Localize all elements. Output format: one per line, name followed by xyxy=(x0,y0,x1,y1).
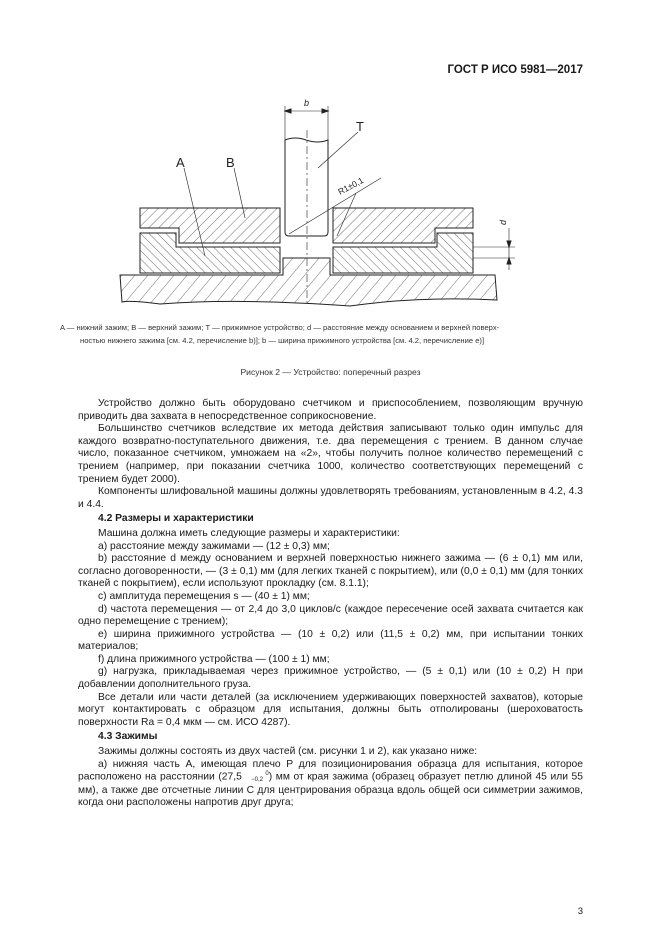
cross-section-figure xyxy=(0,0,661,320)
list-item: d) частота перемещения — от 2,4 до 3,0 циклов/с (каждое пересечение осей захвата считается как одно перемещение с трением); xyxy=(78,603,583,628)
section-heading: 4.2 Размеры и характеристики xyxy=(98,513,254,525)
list-item xyxy=(78,759,583,810)
paragraph: Все детали или части деталей (за исключением удерживающих поверхностей захватов), которые могут контактировать с образцом для испытания, должны быть отполированы (шероховатость поверхности Ra = 0,4 мкм — см. ИСО 4287). xyxy=(78,691,583,728)
label-d: d xyxy=(498,219,508,225)
figure-legend xyxy=(60,321,600,347)
section-heading: 4.3 Зажимы xyxy=(98,731,158,743)
tolerance-lower: −0,2 xyxy=(251,777,263,784)
label-B: B xyxy=(226,155,235,170)
list-item: c) амплитуда перемещения s — (40 ± 1) мм; xyxy=(98,590,310,602)
paragraph: Устройство должно быть оборудовано счетчиком и приспособлением, позволяющим вручную приводить два захвата в непосредственное соприкосновение. xyxy=(78,398,583,422)
item-text: ) мм от края зажима (образец образует петлю длиной 45 или 55 мм), а также две отсчетные линии C для центрирования образца вдоль общей оси симметрии зажимов, когда они расположены напротив друг друга; xyxy=(78,771,583,809)
document-id: ГОСТ Р ИСО 5981—2017 xyxy=(447,64,583,76)
paragraph: Зажимы должны состоять из двух частей (см. рисунки 1 и 2), как указано ниже: xyxy=(98,746,478,758)
paragraph: Машина должна иметь следующие размеры и характеристики: xyxy=(98,527,400,539)
paragraph: Большинство счетчиков вследствие их метода действия записывают только один импульс для каждого возвратно-поступательного движения, т.е. два перемещения с трением. В данном случае число, показанное счетчиком, умножаем на «2», чтобы получить полное количество перемещений с трением (например, при показании счетчика 1000, количество соответствующих перемещений с трением будет 2000). xyxy=(78,423,583,485)
list-item: g) нагрузка, прикладываемая через прижимное устройство, — (5 ± 0,1) или (10 ± 0,2) Н при добавлении дополнительного груза. xyxy=(78,666,583,691)
page-number: 3 xyxy=(577,906,583,917)
list-item: a) расстояние между зажимами — (12 ± 0,3) мм; xyxy=(98,540,330,552)
list-item: e) ширина прижимного устройства — (10 ± 0,2) или (11,5 ± 0,2) мм, при испытании тонких материалов; xyxy=(78,628,583,653)
label-b: b xyxy=(304,98,310,108)
item-text: a) нижняя часть A, имеющая плечо P для позиционирования образца для испытания, которое расположено на расстоянии (27,5 xyxy=(78,758,583,783)
label-T: T xyxy=(356,119,364,134)
figure-title: Рисунок 2 — Устройство: поперечный разрез xyxy=(240,367,421,377)
legend-line: ностью нижнего зажима [см. 4.2, перечисление b)]; b — ширина прижимного устройства [см. 4.2, перечисление e)] xyxy=(80,336,485,345)
tolerance xyxy=(245,771,268,783)
paragraph: Компоненты шлифовальной машины должны удовлетворять требованиям, установленным в 4.2, 4.3 и 4.4. xyxy=(78,486,583,510)
label-A: A xyxy=(176,155,185,170)
tolerance-upper: 0 xyxy=(265,771,269,778)
list-item: f) длина прижимного устройства — (100 ± 1) мм; xyxy=(98,653,330,665)
body-text xyxy=(78,398,583,810)
label-radius: R1±0,1 xyxy=(336,175,366,197)
list-item: b) расстояние d между основанием и верхней поверхностью нижнего зажима — (6 ± 0,1) мм или, согласно договоренности, — (3 ± 0,1) мм (для легких тканей с покрытием), или (0,0 ± 0,1) мм (для тонких тканей с покрытием), если используют прокладку (см. 8.1.1); xyxy=(78,553,583,590)
presser-foot xyxy=(285,138,328,236)
legend-line: A — нижний зажим; B — верхний зажим; T — прижимное устройство; d — расстояние между основанием и верхней поверх- xyxy=(60,323,500,332)
